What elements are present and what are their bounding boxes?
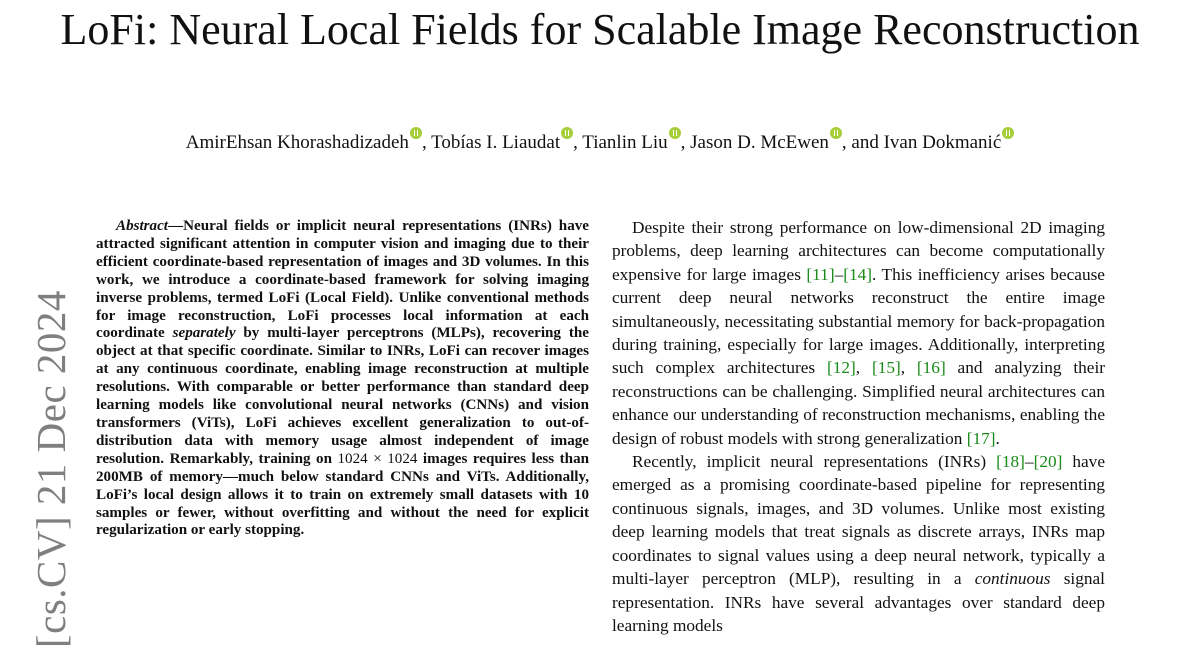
author-separator: ,: [573, 132, 583, 153]
orcid-icon[interactable]: [669, 127, 681, 139]
citation-link[interactable]: [18]: [996, 452, 1025, 472]
body-emphasis: continuous: [974, 569, 1051, 589]
abstract: [96, 218, 589, 540]
body-text: . This inefficiency arises because current deep neural networks reconstruct the entire image simultaneously, necessitating substantial memory for back-propagation during training, especially for large images. Additionally, interpreting such complex architectures: [612, 264, 1105, 378]
author-name: Ivan Dokmanić: [883, 132, 1002, 153]
orcid-icon[interactable]: [410, 127, 422, 139]
abstract-dash: —: [168, 218, 184, 234]
body-text: ,: [855, 358, 872, 378]
body-text: .: [995, 428, 1000, 448]
abstract-emphasis: separately: [172, 325, 236, 342]
citation-link[interactable]: [11]: [806, 264, 835, 284]
body-text: have emerged as a promising coordinate-based pipeline for representing continuous signals, images, and 3D volumes. Unlike most existing deep learning models that treat signals as discrete arrays, INRs map coordinates to signal values using a deep neural network, typically a multi-layer perceptron (MLP), resulting in a: [612, 452, 1105, 589]
abstract-text: images requires less than 200MB of memory—much below standard CNNs and ViTs. Additionally, LoFi’s local design allows it to train on extremely small datasets with 10 samples or fewer, without overfitting and without the need for explicit regularization or early stopping.: [96, 450, 590, 539]
abstract-text: by multi-layer perceptrons (MLPs), recovering the object at that specific coordinate. Similar to INRs, LoFi can recover images at any continuous coordinate, enabling image reconstruction at multiple resolutions. With comparable or better performance than standard deep learning models like convolutional neural networks (CNNs) and vision transformers (ViTs), LoFi achieves excellent generalization to out-of-distribution data with memory usage almost independent of image resolution. Remarkably, training on: [96, 325, 589, 467]
citation-link[interactable]: [20]: [1033, 452, 1063, 472]
author-list: [0, 127, 1200, 155]
author-name: AmirEhsan Khorashadizadeh: [185, 132, 409, 153]
body-text: –: [834, 264, 844, 284]
author-name: Jason D. McEwen: [690, 132, 829, 153]
citation-link[interactable]: [17]: [966, 428, 996, 448]
orcid-icon[interactable]: [561, 127, 573, 139]
introduction-column: [612, 216, 1105, 637]
arxiv-stamp: [cs.CV] 21 Dec 2024: [28, 290, 74, 648]
body-text: –: [1024, 452, 1034, 472]
body-text: Recently, implicit neural representations (INRs): [632, 452, 997, 472]
abstract-label: Abstract: [116, 218, 168, 234]
paper-title: LoFi: Neural Local Fields for Scalable Image Reconstruction: [60, 5, 1140, 54]
citation-link[interactable]: [15]: [871, 358, 901, 378]
body-text: and analyzing their reconstructions can be challenging. Simplified neural architectures can enhance our understanding of reconstruction mechanisms, enabling the design of robust models with strong generalization: [612, 358, 1106, 448]
author-separator: ,: [680, 132, 691, 153]
body-text: ,: [900, 358, 917, 378]
citation-link[interactable]: [16]: [916, 358, 946, 378]
author-separator: , and: [841, 132, 884, 153]
body-text: signal representation. INRs have several advantages over standard deep learning models: [612, 569, 1105, 635]
author-name: Tobías I. Liaudat: [431, 132, 561, 153]
author-separator: ,: [421, 132, 432, 153]
body-text: Despite their strong performance on low-dimensional 2D imaging problems, deep learning architectures can become computationally expensive for large images: [612, 218, 1105, 284]
orcid-icon[interactable]: [1002, 127, 1014, 139]
citation-link[interactable]: [12]: [826, 358, 856, 378]
intro-paragraph-1: [612, 216, 1105, 450]
author-name: Tianlin Liu: [582, 132, 668, 153]
abstract-math: 1024 × 1024: [337, 450, 418, 467]
intro-paragraph-2: [612, 450, 1105, 637]
abstract-text: Neural fields or implicit neural representations (INRs) have attracted significant attention in computer vision and imaging due to their efficient coordinate-based representation of images and 3D volumes. In this work, we introduce a coordinate-based framework for solving imaging inverse problems, termed LoFi (Local Field). Unlike conventional methods for image reconstruction, LoFi processes local information at each coordinate: [96, 218, 589, 342]
orcid-icon[interactable]: [830, 127, 842, 139]
citation-link[interactable]: [14]: [843, 264, 873, 284]
